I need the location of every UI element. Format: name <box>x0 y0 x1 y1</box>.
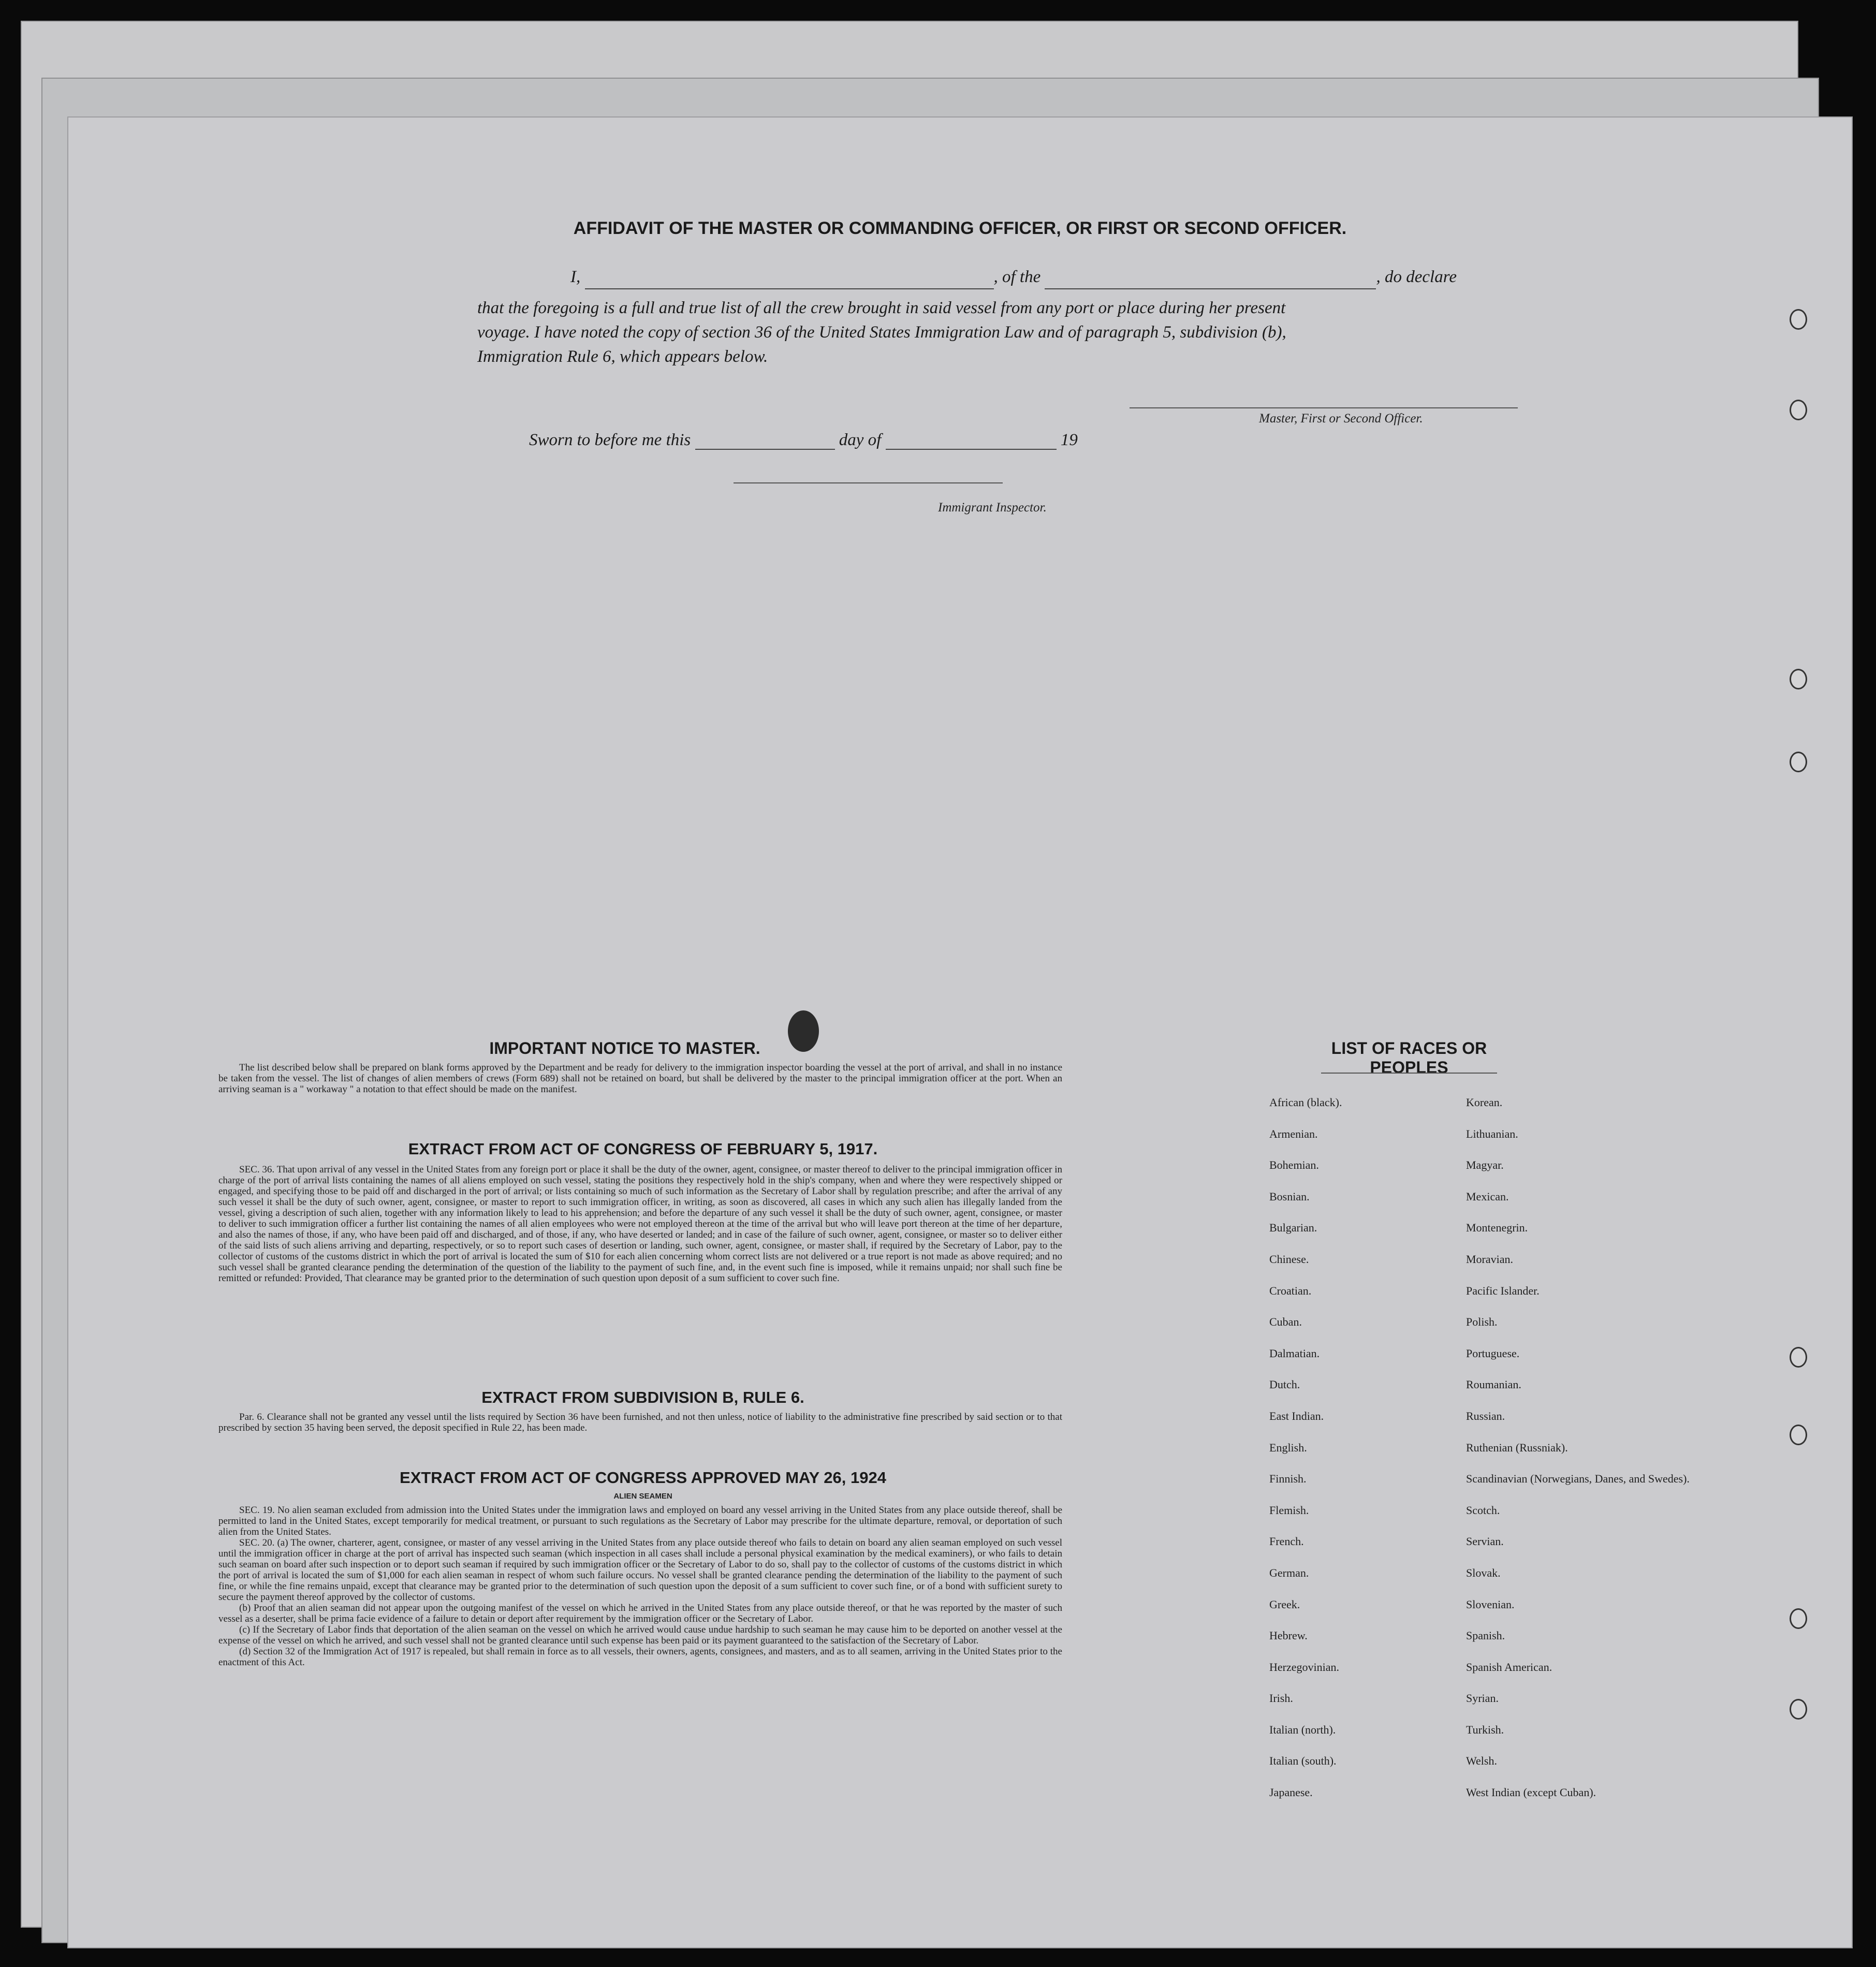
race-item: Italian (north). <box>1269 1723 1336 1736</box>
race-item: Ruthenian (Russniak). <box>1466 1441 1568 1454</box>
signature-label: Master, First or Second Officer. <box>1259 412 1423 425</box>
race-item: Hebrew. <box>1269 1629 1308 1642</box>
race-item: Dutch. <box>1269 1378 1300 1391</box>
race-item: Armenian. <box>1269 1127 1318 1140</box>
affidavit-line-3: voyage. I have noted the copy of section 36 of the United States Immigration Law and of paragraph 5, subdivision (b), <box>477 323 1286 342</box>
race-item: Welsh. <box>1466 1754 1497 1768</box>
inspector-label: Immigrant Inspector. <box>938 501 1047 515</box>
race-item: Spanish. <box>1466 1629 1505 1642</box>
punch-hole <box>1790 400 1807 420</box>
race-item: Syrian. <box>1466 1692 1499 1705</box>
affidavit-line-4: Immigration Rule 6, which appears below. <box>477 347 768 366</box>
affidavit-title: AFFIDAVIT OF THE MASTER OR COMMANDING OFFICER, OR FIRST OR SECOND OFFICER. <box>573 218 1347 238</box>
punch-hole <box>1790 309 1807 330</box>
race-item: Russian. <box>1466 1409 1505 1422</box>
affidavit-line-2: that the foregoing is a full and true list of all the crew brought in said vessel from any port or place during her present <box>477 299 1286 317</box>
race-item: Slovenian. <box>1466 1597 1515 1611</box>
race-item: Finnish. <box>1269 1472 1307 1486</box>
act-1924-text: SEC. 19. No alien seaman excluded from admission into the United States under the immigration laws and employed on board any vessel arriving in the United States from any place outside thereof, shall be permitted to land in the United States, except temporarily for medical treatment, or pursuant to such regulations as the Secretary of Labor may prescribe for the ultimate departure, removal, or deportation of such alien from the United States. SEC. 20. (a) The owner, charterer, agent, consignee, or master of any vessel arriving in the United States from any place outside thereof who fails to detain on board any alien seaman employed on such vessel until the immigration officer in charge at the port of arrival has inspected such seaman (which inspection in all cases shall include a personal physical examination by the medical examiners), or who fails to detain such seaman on board after such inspection or to deport such seaman if required by such immigration officer or the Secretary of Labor to do so, shall pay to the collector of customs of the customs district in which the port of arrival is located the sum of $1,000 for each alien seaman in respect of whom such failure occurs. No vessel shall be granted clearance pending the determination of the liability to the payment of such fine, or while the fine remains unpaid, except that clearance may be granted prior to the determination of such question upon the deposit of a sum sufficient to cover such fine, or of a bond with sufficient surety to secure the payment thereof approved by the collector of customs. (b) Proof that an alien seaman did not appear upon the outgoing manifest of the vessel on which he arrived in the United States from any place outside thereof, or that he was reported by the master of such vessel as a deserter, shall be prima facie evidence of a failure to detain or deport after requirement by the immigration officer or the Secretary of Labor. (c) If the Secretary of Labor finds that deportation of the alien seaman on the vessel on which he arrived would cause undue hardship to such seaman he may cause him to be deported on another vessel at the expense of the vessel on which he arrived, and such vessel shall not be granted clearance until such expense has been paid or its payment guaranteed to the satisfaction of the Secretary of Labor. (d) Section 32 of the Immigration Act of 1917 is repealed, but shall remain in force as to all vessels, their owners, agents, consignees, and masters, and as to all seamen, arriving in the United States prior to the enactment of this Act. <box>218 1505 1062 1668</box>
race-item: Portuguese. <box>1466 1346 1520 1360</box>
signature-line <box>1130 407 1518 408</box>
races-title: LIST OF RACES OR PEOPLES <box>1331 1039 1487 1077</box>
sworn-line: Sworn to before me this day of 19 <box>529 431 1078 449</box>
inspector-signature-line <box>734 482 1003 483</box>
race-item: Turkish. <box>1466 1723 1504 1736</box>
race-item: Mexican. <box>1466 1190 1509 1203</box>
race-item: Flemish. <box>1269 1503 1309 1517</box>
act-1917-text: SEC. 36. That upon arrival of any vessel in the United States from any foreign port or place it shall be the duty of the owner, agent, consignee, or master thereof to deliver to the principal immigration officer in charge of the port of arrival lists containing the names of all aliens employed on such vessel, stating the positions they respectively hold in the ship's company, when and where they were respectively shipped or engaged, and specifying those to be paid off and discharged in the port of arrival; or lists containing so much of such information as the Secretary of Labor shall by regulation prescribe; and after the arrival of any such vessel it shall be the duty of such owner, agent, consignee, or master to report to such immigration officer, in writing, as soon as discovered, all cases in which any such alien has illegally landed from the vessel, giving a description of such alien, together with any information likely to lead to his apprehension; and before the departure of any such vessel it shall be the duty of such owner, agent, consignee, or master to deliver to such immigration officer a further list containing the names of all alien employees who were not employed thereon at the time of the arrival but who will leave port thereon at the time of her departure, and also the names of those, if any, who have been paid off and discharged, and of those, if any, who have deserted or landed; and in case of the failure of such owner, agent, consignee, or master so to deliver either of the said lists of such aliens arriving and departing, respectively, or so to report such cases of desertion or landing, such owner, agent, consignee, or master shall, if required by the Secretary of Labor, pay to the collector of customs of the customs district in which the port of arrival is located the sum of $10 for each alien concerning whom correct lists are not delivered or a true report is not made as above required; and no such vessel shall be granted clearance pending the determination of the question of the liability to the payment of such fine, and, in the event such fine is imposed, while it remains unpaid; nor shall such fine be remitted or refunded: Provided, That clearance may be granted prior to the determination of such question upon deposit of a sum sufficient to cover such fine. <box>218 1164 1062 1284</box>
race-item: German. <box>1269 1566 1309 1579</box>
race-item: Slovak. <box>1466 1566 1501 1579</box>
race-item: Herzegovinian. <box>1269 1660 1339 1674</box>
race-item: Pacific Islander. <box>1466 1284 1540 1297</box>
race-item: Lithuanian. <box>1466 1127 1518 1140</box>
race-item: Bohemian. <box>1269 1158 1319 1172</box>
race-item: Scotch. <box>1466 1503 1500 1517</box>
race-item: Cuban. <box>1269 1315 1302 1329</box>
ink-blot <box>788 1010 819 1052</box>
race-item: Montenegrin. <box>1466 1221 1528 1235</box>
race-item: Scandinavian (Norwegians, Danes, and Swedes). <box>1466 1472 1690 1486</box>
race-item: Moravian. <box>1466 1252 1514 1266</box>
rule-6-text: Par. 6. Clearance shall not be granted any vessel until the lists required by Section 36 have been furnished, and not then unless, notice of liability to the administrative fine prescribed by said section or to that prescribed by section 35 having been served, the deposit specified in Rule 22, has been made. <box>218 1412 1062 1433</box>
main-page <box>67 116 1853 1948</box>
alien-seamen-caption: ALIEN SEAMEN <box>613 1492 672 1501</box>
race-item: Italian (south). <box>1269 1754 1337 1768</box>
punch-hole <box>1790 752 1807 772</box>
race-item: African (black). <box>1269 1096 1342 1109</box>
race-item: Japanese. <box>1269 1786 1313 1799</box>
race-item: West Indian (except Cuban). <box>1466 1786 1596 1799</box>
race-item: East Indian. <box>1269 1409 1324 1422</box>
race-item: Irish. <box>1269 1692 1293 1705</box>
race-item: Servian. <box>1466 1535 1504 1548</box>
punch-hole <box>1790 1699 1807 1720</box>
race-item: Dalmatian. <box>1269 1346 1320 1360</box>
punch-hole <box>1790 1608 1807 1629</box>
race-item: French. <box>1269 1535 1304 1548</box>
race-item: Bulgarian. <box>1269 1221 1317 1235</box>
races-left-column <box>1269 1096 1342 1817</box>
race-item: Bosnian. <box>1269 1190 1310 1203</box>
race-item: Spanish American. <box>1466 1660 1552 1674</box>
notice-text: The list described below shall be prepared on blank forms approved by the Department and be ready for delivery to the immigration inspector boarding the vessel at the port of arrival, and shall in no instance be taken from the vessel. The list of changes of alien members of crews (Form 689) shall not be retained on board, but shall be delivered by the master to the principal immigration officer at the port. When an arriving seaman is a " workaway " a notation to that effect should be made on the manifest. <box>218 1062 1062 1095</box>
punch-hole <box>1790 1347 1807 1368</box>
affidavit-line-1: I, , of the , do declare <box>477 265 1580 289</box>
race-item: English. <box>1269 1441 1307 1454</box>
race-item: Chinese. <box>1269 1252 1309 1266</box>
notice-title: IMPORTANT NOTICE TO MASTER. <box>489 1039 760 1058</box>
race-item: Croatian. <box>1269 1284 1312 1297</box>
punch-hole <box>1790 1425 1807 1445</box>
races-rule <box>1321 1073 1497 1074</box>
race-item: Magyar. <box>1466 1158 1504 1172</box>
act-1917-title: EXTRACT FROM ACT OF CONGRESS OF FEBRUARY 5, 1917. <box>408 1140 878 1158</box>
race-item: Greek. <box>1269 1597 1300 1611</box>
race-item: Korean. <box>1466 1096 1503 1109</box>
race-item: Polish. <box>1466 1315 1498 1329</box>
rule-6-title: EXTRACT FROM SUBDIVISION B, RULE 6. <box>481 1388 804 1406</box>
act-1924-title: EXTRACT FROM ACT OF CONGRESS APPROVED MAY 26, 1924 <box>400 1469 886 1487</box>
punch-hole <box>1790 669 1807 689</box>
races-right-column <box>1466 1096 1690 1817</box>
race-item: Roumanian. <box>1466 1378 1521 1391</box>
